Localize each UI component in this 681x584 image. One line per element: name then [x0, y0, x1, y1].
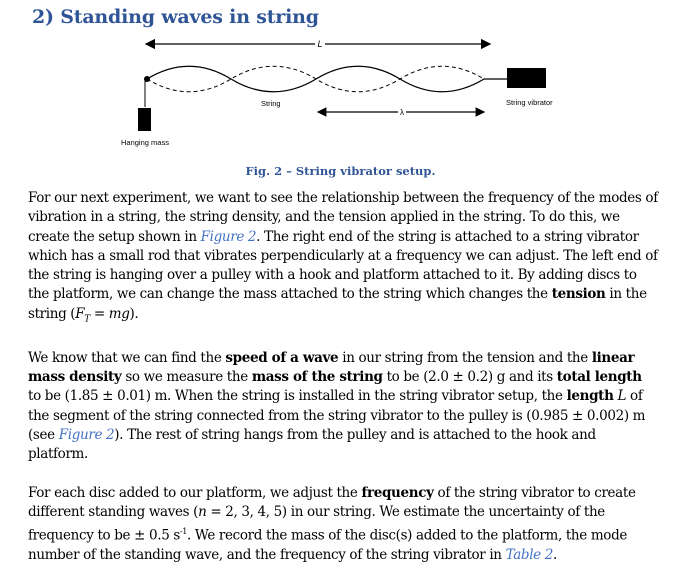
hanging-mass: [138, 108, 151, 131]
wavelength-arrow: [318, 108, 484, 117]
length-arrow: [146, 39, 490, 49]
string-vibrator-figure: [0, 32, 681, 162]
hanging-mass-label: Hanging mass: [121, 138, 169, 147]
wavelength-label: λ: [400, 108, 404, 117]
string-vibrator-label: String vibrator: [506, 98, 553, 107]
paragraph-2: We know that we can find the speed of a wave in our string from the tension and the linear mass density so we measure the mass of the string to be (2.0 ± 0.2) g and its total length to be (1.85 ± 0.01) m. When the string is installed in the string vibrator setup, the length L of the segment of the string connected from the string vibrator to the pulley is (0.985 ± 0.002) m (see Figure 2). The rest of string hangs from the pulley and is attached to the hook and platform.: [28, 349, 646, 463]
string-label: String: [261, 99, 281, 108]
section-heading: 2) Standing waves in string: [32, 6, 319, 28]
figure-2-link[interactable]: Figure 2: [200, 228, 257, 245]
paragraph-1: For our next experiment, we want to see the relationship between the frequency of the modes of vibration in a string, the string density, and the tension applied in the string. To do this, we create the setup shown in Figure 2. The right end of the string is attached to a string vibrator which has a small rod that vibrates perpendicularly at a frequency we can adjust. The left end of the string is hanging over a pulley with a hook and platform attached to it. By adding discs to the platform, we can change the mass attached to the string which changes the tension in the string $(F_T = mg)$.: [28, 190, 658, 325]
tension-formula: $F_T$ = mg: [75, 305, 130, 325]
string-wave-dashed: [147, 66, 484, 92]
paragraph-3: For each disc added to our platform, we adjust the frequency of the string vibrator to create different standing waves (n = 2, 3, 4, 5) in our string. We estimate the uncertainty of the frequency to be ± 0.5 $s^{-1}$. We record the mass of the disc(s) added to the platform, the mode number of the standing wave, and the frequency of the string vibrator in Table 2.: [28, 484, 636, 563]
figure-caption: Fig. 2 – String vibrator setup.: [245, 164, 436, 178]
body-text: [28, 189, 658, 584]
string-wave-solid: [147, 66, 510, 92]
string-vibrator: [507, 68, 546, 88]
length-label: L: [317, 39, 323, 49]
figure-2-link-2[interactable]: Figure 2: [58, 426, 115, 443]
table-2-link[interactable]: Table 2: [505, 546, 553, 563]
